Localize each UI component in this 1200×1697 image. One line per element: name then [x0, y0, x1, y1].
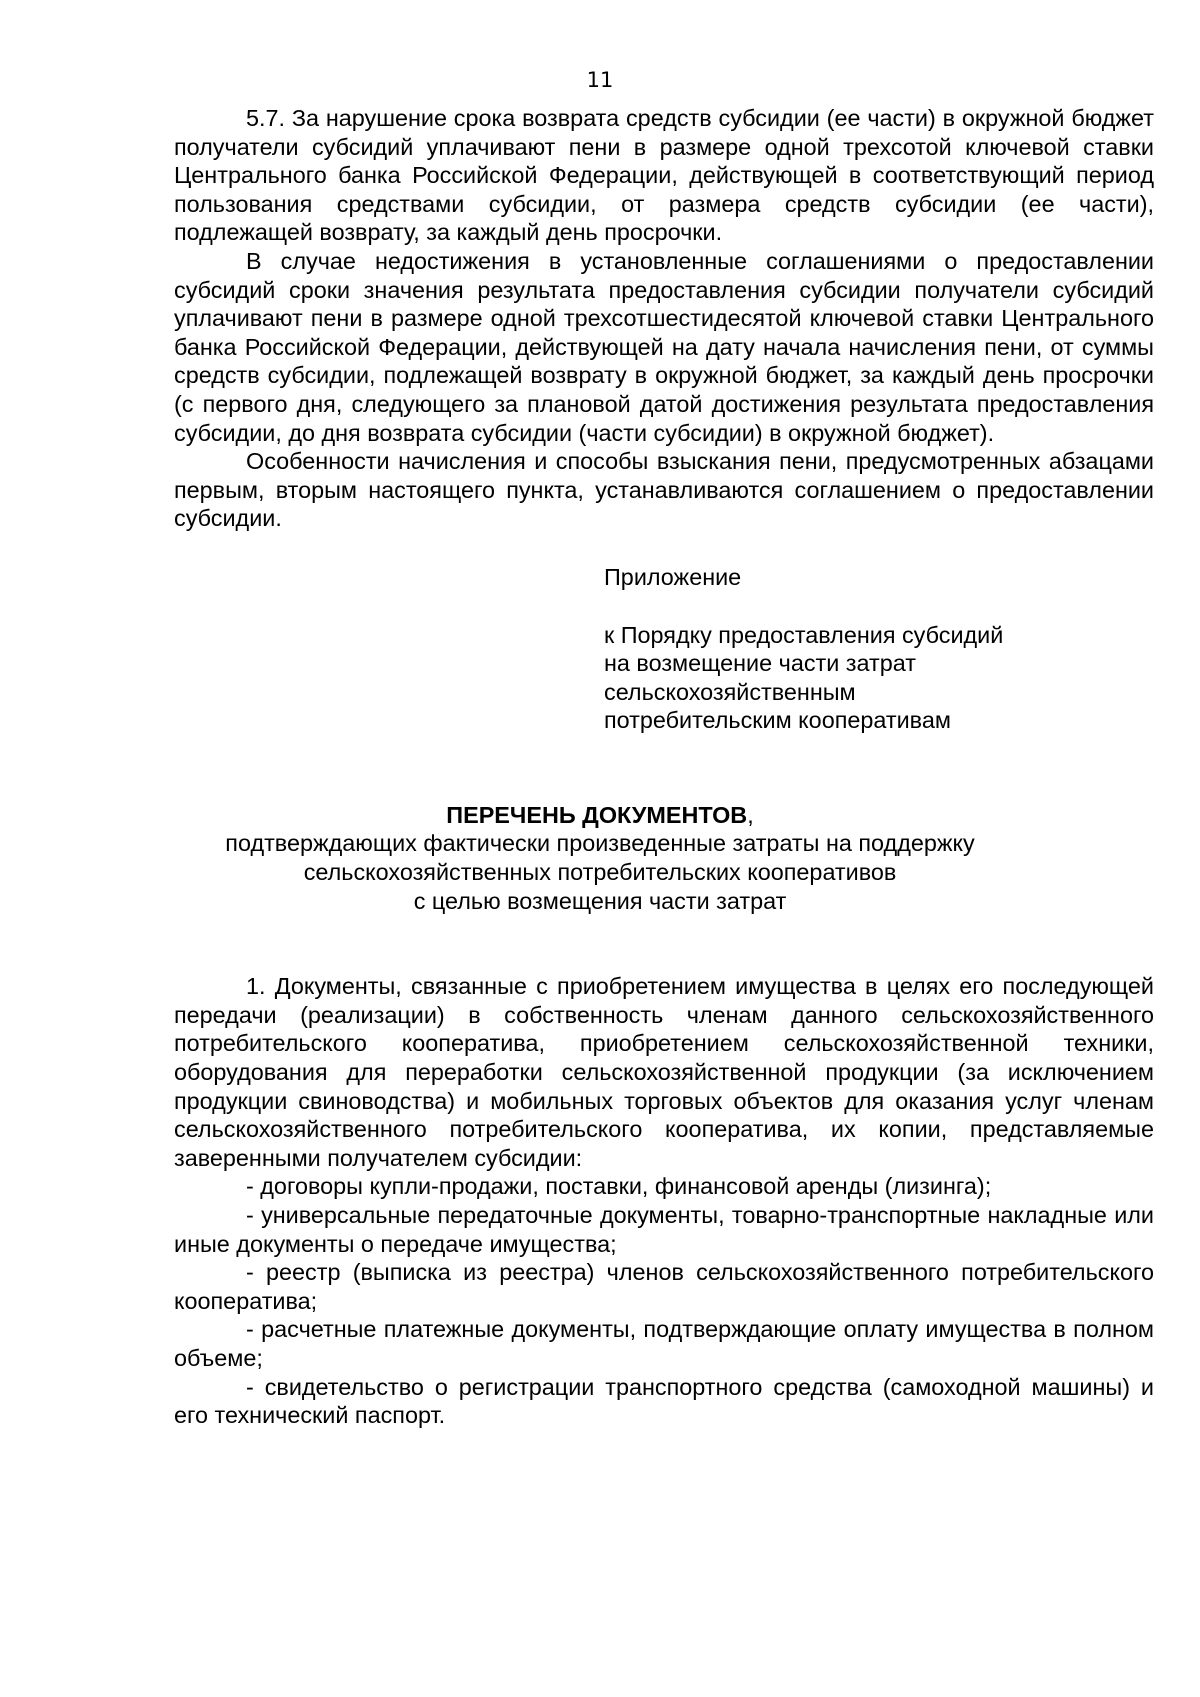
- appendix-title: Приложение: [604, 563, 742, 590]
- intro-text-block: [174, 104, 1154, 533]
- heading-subtitle-line: сельскохозяйственных потребительских кооперативов: [303, 859, 897, 886]
- document-list-block: [174, 972, 1154, 1430]
- paragraph-5-7: 5.7. За нарушение срока возврата средств субсидии (ее части) в окружной бюджет получатели субсидий уплачивают пени в размере одной трехсотой ключевой ставки Центрального банка Российской Федерации, действующей в соответствующий период пользования средствами субсидии, от размера средств субсидии (ее части), подлежащей возврату, за каждый день просрочки.: [174, 105, 1154, 246]
- list-item: - договоры купли-продажи, поставки, финансовой аренды (лизинга);: [246, 1173, 992, 1200]
- spacer: [0, 915, 1200, 972]
- document-list-heading: [0, 801, 1200, 915]
- heading-subtitle-line: с целью возмещения части затрат: [413, 887, 787, 914]
- paragraph-penalty-features: Особенности начисления и способы взыскания пени, предусмотренных абзацами первым, вторым настоящего пункта, устанавливаются соглашением о предоставлении субсидии.: [174, 448, 1154, 532]
- page-number: 11: [586, 68, 614, 92]
- paragraph-penalty-results: В случае недостижения в установленные соглашениями о предоставлении субсидий сроки значения результата предоставления субсидии получатели субсидий уплачивают пени в размере одной трехсотшестидесятой ключевой ставки Центрального банка Российской Федерации, действующей на дату начала начисления пени, от суммы средств субсидии, подлежащей возврату в окружной бюджет, за каждый день просрочки (с первого дня, следующего за плановой датой достижения результата предоставления субсидии, до дня возврата субсидии (части субсидии) в окружной бюджет).: [174, 247, 1154, 446]
- list-intro-paragraph: 1. Документы, связанные с приобретением имущества в целях его последующей передачи (реализации) в собственность членам данного сельскохозяйственного потребительского кооператива, приобретением сельскохозяйственной техники, оборудования для переработки сельскохозяйственной продукции (за исключением продукции свиноводства) и мобильных торговых объектов для оказания услуг членам сельскохозяйственного потребительского кооператива, их копии, представляемые заверенными получателем субсидии:: [174, 973, 1154, 1171]
- appendix-line: на возмещение части затрат: [604, 650, 916, 677]
- list-item: - реестр (выписка из реестра) членов сельскохозяйственного потребительского кооператива;: [174, 1259, 1154, 1314]
- heading-title-suffix: ,: [747, 801, 754, 828]
- heading-subtitle-line: подтверждающих фактически произведенные затраты на поддержку: [225, 830, 975, 857]
- appendix-line: потребительским кооперативам: [604, 707, 951, 734]
- appendix-block: [604, 563, 1200, 735]
- list-item: - универсальные передаточные документы, товарно-транспортные накладные или иные документы о передаче имущества;: [174, 1202, 1154, 1257]
- appendix-line: к Порядку предоставления субсидий: [604, 621, 1004, 648]
- list-item: - свидетельство о регистрации транспортного средства (самоходной машины) и его технический паспорт.: [174, 1373, 1154, 1429]
- heading-title: ПЕРЕЧЕНЬ ДОКУМЕНТОВ: [446, 801, 748, 828]
- list-item: - расчетные платежные документы, подтверждающие оплату имущества в полном объеме;: [174, 1316, 1154, 1371]
- heading-title-line: [0, 801, 1200, 830]
- appendix-line: сельскохозяйственным: [604, 678, 856, 705]
